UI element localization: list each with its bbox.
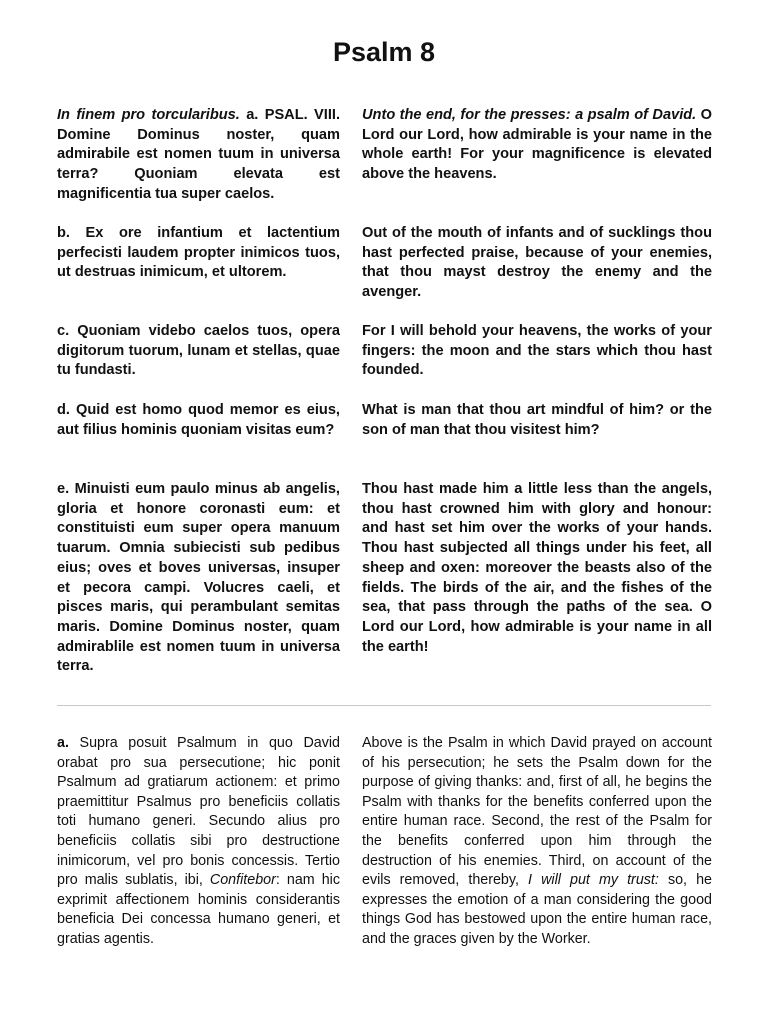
verse-a-latin (57, 106, 340, 205)
page-title: Psalm 8 (332, 37, 436, 67)
verse-b-english: Out of the mouth of infants and of sucklings thou hast perfected praise, because of your enemies, that thou mayst destroy the enemy and the avenger. (362, 225, 712, 301)
commentary-english (362, 734, 712, 950)
commentary-english-text-2: so, he expresses the emotion of a man considering the good things God has bestowed upon the entire human race, and the graces given by the Worker. (362, 872, 712, 947)
commentary-latin-citation: Confitebor (209, 872, 276, 889)
commentary-latin (57, 734, 340, 950)
verse-a-english (362, 106, 712, 185)
commentary-latin-marker: a. (57, 735, 69, 751)
verse-e-latin: e. Minuisti eum paulo minus ab angelis, gloria et honore coronasti eum: et constituisti eum super opera manuum tuarum. Omnia subiecisti sub pedibus eius; oves et boves universas, insuper et pecora campi. Volucres caeli, et pisces maris, qui perambulant semitas maris. Domine Dominus noster, quam admirablile est nomen tuum in universa terra. (57, 481, 340, 675)
verse-a-latin-heading: In finem pro torcularibus. (57, 107, 240, 123)
verse-b-latin: b. Ex ore infantium et lactentium perfecisti laudem propter inimicos tuos, ut destruas inimicum, et ultorem. (57, 225, 340, 281)
verse-c-english: For I will behold your heavens, the works of your fingers: the moon and the stars which thou hast founded. (362, 323, 712, 379)
commentary-english-text-1: Above is the Psalm in which David prayed on account of his persecution; he sets the Psalm down for the purpose of giving thanks: and, first of all, he begins the Psalm with thanks for the benefits conferred upon the entire human race. Second, the rest of the Psalm for the benefits conferred upon him through the destruction of his enemies. Third, on account of the evils removed, thereby, (362, 735, 712, 889)
commentary-latin-text-1: Supra posuit Psalmum in quo David orabat pro sua persecutione; hic ponit Psalmum ad gratiarum actionem: et primo praemittitur Psalmus pro beneficiis collatis toti humano generi. Secundo alius pro beneficiis collatis sibi pro destructione inimicorum, vel pro bonis concessis. Tertio pro malis sublatis, ibi, (57, 735, 340, 889)
verse-c-latin: c. Quoniam videbo caelos tuos, opera digitorum tuorum, lunam et stellas, quae tu fundasti. (57, 323, 340, 379)
commentary-english-citation: I will put my trust: (528, 872, 659, 889)
verse-d-latin: d. Quid est homo quod memor es eius, aut filius hominis quoniam visitas eum? (57, 402, 340, 438)
verse-d-english: What is man that thou art mindful of him? or the son of man that thou visitest him? (362, 402, 712, 438)
verse-e-english: Thou hast made him a little less than the angels, thou hast crowned him with glory and honour: and hast set him over the works of your hands. Thou hast subjected all things under his feet, all sheep and oxen: moreover the beasts also of the fields. The birds of the air, and the fishes of the sea, that pass through the paths of the sea. O Lord our Lord, how admirable is your name in all the earth! (362, 481, 712, 655)
verse-a-latin-text: a. PSAL. VIII. Domine Dominus noster, quam admirabile est nomen tuum in universa terra? Quoniam elevata est magnificentia tua super caelos. (57, 107, 340, 202)
commentary-latin-text-2: : nam hic exprimit affectionem hominis considerantis beneficia Dei concessa humano generi, et gratias agentis. (57, 872, 340, 947)
verse-a-english-text: O Lord our Lord, how admirable is your name in the whole earth! For your magnificence is elevated above the heavens. (362, 107, 712, 183)
verse-a-english-heading: Unto the end, for the presses: a psalm of David. (362, 107, 697, 123)
section-divider (57, 705, 711, 706)
